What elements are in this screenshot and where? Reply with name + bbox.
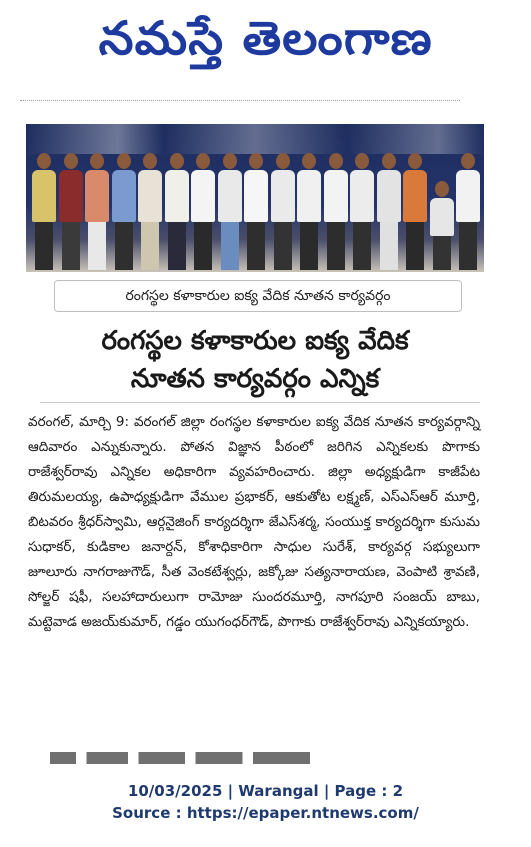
clipping-top-edge [20, 100, 460, 106]
legs [380, 222, 398, 270]
person-figure [430, 181, 454, 270]
legs [247, 222, 265, 270]
legs [459, 222, 477, 270]
footer-date-edition: 10/03/2025 | Warangal | Page : 2 [127, 782, 404, 800]
torso [191, 170, 215, 222]
torso [165, 170, 189, 222]
cutoff-next-line [50, 752, 310, 764]
legs [221, 222, 239, 270]
person-figure [456, 153, 480, 270]
article-headline [40, 322, 470, 398]
legs [433, 236, 451, 270]
head [90, 153, 104, 169]
newspaper-logo-title: నమస్తే తెలంగాణ [98, 11, 433, 65]
headline-divider [40, 402, 480, 403]
torso [138, 170, 162, 222]
footer [0, 780, 531, 824]
legs [300, 222, 318, 270]
torso [456, 170, 480, 222]
legs [115, 222, 133, 270]
article-body: వరంగల్, మార్చి 9: వరంగల్ జిల్లా రంగస్థల కళాకారుల ఐక్య వేదిక నూతన కార్యవర్గాన్ని ఆదివారం ఎన్నుకున్నారు. పోతన విజ్ఞాన పీఠంలో జరిగిన ఎన్నికలకు పొగాకు రాజేశ్వర్‌రావు ఎన్నికల అధికారిగా వ్యవహరించారు. జిల్లా అధ్యక్షుడిగా కాజీపేట తిరుమలయ్య, ఉపాధ్యక్షుడిగా వేముల ప్రభాకర్, ఆకుతోట లక్ష్మణ్, ఎస్ఎస్‌ఆర్ మూర్తి, బిటవరం శ్రీధర్‌స్వామి, ఆర్గనైజింగ్ కార్యదర్శిగా జేఎస్‌శర్మ, సంయుక్త కార్యదర్శిగా కుసుమ సుధాకర్, కుడికాల జనార్దన్, కోశాధికారిగా సాధుల సురేశ్, కార్యవర్గ సభ్యులుగా జూలూరు నాగరాజుగౌడ్, సీత వెంకటేశ్వర్లు, జక్కోజు సత్యనారాయణ, వెంపాటి శ్రావణి, సోల్జర్ షఫీ, సలహాదారులుగా రామోజు సుందరమూర్తి, నాగపూరి సంజయ్ బాబు, మట్టెవాడ అజయ్‌కుమార్, గడ్డం యుగంధర్‌గౌడ్, పొగాకు రాజేశ్వర్‌రావు ఎన్నికయ్యారు. [28, 414, 480, 630]
head [223, 153, 237, 169]
torso [244, 170, 268, 222]
person-figure [218, 153, 242, 270]
legs [353, 222, 371, 270]
torso [403, 170, 427, 222]
headline-line-2: నూతన కార్యవర్గం ఎన్నిక [130, 364, 380, 394]
person-figure [271, 153, 295, 270]
legs [327, 222, 345, 270]
torso [377, 170, 401, 222]
photo-caption: రంగస్థల కళాకారుల ఐక్య వేదిక నూతన కార్యవర్గం [54, 280, 462, 312]
torso [297, 170, 321, 222]
head [355, 153, 369, 169]
headline-line-1: రంగస్థల కళాకారుల ఐక్య వేదిక [101, 326, 409, 356]
person-figure [403, 153, 427, 270]
group-photo [26, 124, 484, 272]
person-figure [32, 153, 56, 270]
person-figure [59, 153, 83, 270]
torso [112, 170, 136, 222]
head [276, 153, 290, 169]
person-figure [297, 153, 321, 270]
torso [218, 170, 242, 222]
person-figure [191, 153, 215, 270]
head [64, 153, 78, 169]
torso [430, 198, 454, 236]
torso [350, 170, 374, 222]
head [408, 153, 422, 169]
legs [35, 222, 53, 270]
person-figure [244, 153, 268, 270]
torso [271, 170, 295, 222]
news-clipping [20, 100, 490, 765]
head [461, 153, 475, 169]
head [196, 153, 210, 169]
head [37, 153, 51, 169]
person-figure [377, 153, 401, 270]
legs [406, 222, 424, 270]
person-figure [350, 153, 374, 270]
head [117, 153, 131, 169]
masthead [0, 0, 531, 80]
footer-source-link[interactable]: Source : https://epaper.ntnews.com/ [112, 804, 419, 822]
torso [85, 170, 109, 222]
person-figure [165, 153, 189, 270]
torso [324, 170, 348, 222]
legs [194, 222, 212, 270]
torso [32, 170, 56, 222]
person-figure [324, 153, 348, 270]
legs [274, 222, 292, 270]
legs [168, 222, 186, 270]
head [302, 153, 316, 169]
head [329, 153, 343, 169]
person-figure [85, 153, 109, 270]
legs [88, 222, 106, 270]
torso [59, 170, 83, 222]
person-figure [112, 153, 136, 270]
stage-lights [26, 124, 484, 154]
head [170, 153, 184, 169]
legs [141, 222, 159, 270]
head [249, 153, 263, 169]
head [435, 181, 449, 197]
head [382, 153, 396, 169]
head [143, 153, 157, 169]
legs [62, 222, 80, 270]
person-figure [138, 153, 162, 270]
